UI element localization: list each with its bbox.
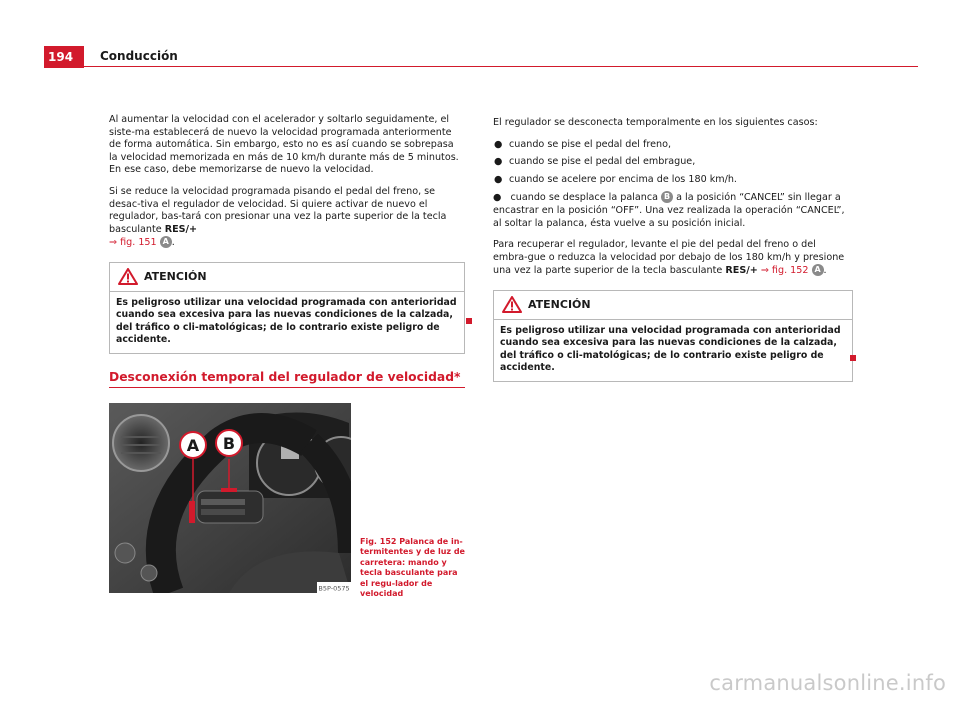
warning-box	[493, 290, 853, 382]
figure-link[interactable]: ⇒ fig. 151	[109, 237, 157, 249]
bullet-dot: ●	[493, 192, 502, 204]
list-item-text: cuando se pise el pedal del embrague,	[509, 156, 696, 168]
running-head: Conducción	[100, 49, 178, 63]
callout-badge: A	[812, 264, 824, 276]
callout-a-label: A	[186, 436, 200, 455]
paragraph: Al aumentar la velocidad con el acelerador y soltarlo seguidamente, el siste-ma establecerá de nuevo la velocidad programada anteriormente de forma automática. Sin embargo, esto no es así cuando se sobrepasa la velocidad memorizada en más de 10 km/h durante más de 5 minutos. En ese caso, debe memorizarse de nuevo la velocidad.	[109, 114, 459, 176]
header-rule	[84, 66, 918, 67]
punctuation: .	[171, 237, 175, 249]
bullet-list	[493, 139, 853, 187]
warning-text: Es peligroso utilizar una velocidad programada con anterioridad cuando sea excesiva para las nuevas condiciones de la calzada, del tráfico o cli-matológicas; de lo contrario existe peligro de accidente.	[500, 324, 841, 374]
paragraph-text: a la posición “CANCEL” sin llegar a encastrar en la posición “OFF”. Una vez realizada la operación “CANCEL”, al soltar la palanca, ésta vuelve a su posición inicial.	[493, 192, 845, 229]
key-label: RES/+	[725, 265, 758, 277]
key-label: RES/+	[164, 223, 198, 235]
warning-triangle-icon	[502, 296, 522, 313]
figure-code: B5P-0575	[318, 584, 350, 593]
callout-b-label: B	[222, 434, 236, 453]
paragraph: El regulador se desconecta temporalmente en los siguientes casos:	[493, 117, 818, 128]
callout-badge: A	[160, 236, 172, 248]
list-item-text: cuando se acelere por encima de los 180 km/h.	[509, 173, 737, 185]
section-title: Desconexión temporal del regulador de velocidad*	[109, 370, 461, 384]
dashboard-illustration	[109, 403, 351, 593]
list-item	[493, 174, 853, 187]
bullet-dot: ●	[494, 156, 503, 168]
page-number: 194	[44, 46, 84, 68]
paragraph-text: Para recuperar el regulador, levante el pie del pedal del freno o del embra-gue o reduzca la velocidad por debajo de los 180 km/h y presione una vez la parte superior de la tecla basculante	[493, 239, 845, 277]
warning-text: Es peligroso utilizar una velocidad programada con anterioridad cuando sea excesiva para las nuevas condiciones de la calzada, del tráfico o cli-matológicas; de lo contrario existe peligro de accidente.	[116, 296, 457, 346]
list-item-text: cuando se pise el pedal del freno,	[509, 138, 671, 150]
end-marker	[850, 355, 856, 361]
watermark: carmanualsonline.info	[709, 671, 946, 695]
bullet-dot: ●	[494, 173, 503, 185]
warning-box	[109, 262, 465, 354]
warning-title: ATENCIÓN	[528, 297, 591, 311]
figure-link[interactable]: ⇒ fig. 152	[760, 265, 809, 277]
figure-caption: Fig. 152 Palanca de in-termitentes y de luz de carretera: mando y tecla basculante para el regu-lador de velocidad	[360, 537, 465, 599]
paragraph-text: Si se reduce la velocidad programada pisando el pedal del freno, se desac-tiva el regulador de velocidad. Si quiere activar de nuevo el regulador, bas-tará con presionar una vez la parte superior de la tecla basculante	[109, 185, 447, 235]
list-item	[493, 139, 853, 152]
paragraph	[109, 186, 465, 250]
warning-triangle-icon	[118, 268, 138, 285]
callout-badge: B	[661, 191, 673, 203]
bullet-dot: ●	[494, 138, 503, 150]
left-column	[109, 114, 465, 354]
paragraph	[493, 191, 853, 230]
warning-title: ATENCIÓN	[144, 269, 207, 283]
paragraph	[493, 239, 853, 278]
end-marker	[466, 318, 472, 324]
punctuation: .	[823, 265, 827, 277]
right-column	[493, 117, 853, 382]
warning-header	[494, 291, 852, 320]
section-rule	[109, 387, 465, 388]
list-item	[493, 156, 853, 169]
paragraph-text: cuando se desplace la palanca	[510, 192, 658, 204]
warning-header	[110, 263, 464, 292]
figure-lever-photo	[109, 403, 351, 593]
